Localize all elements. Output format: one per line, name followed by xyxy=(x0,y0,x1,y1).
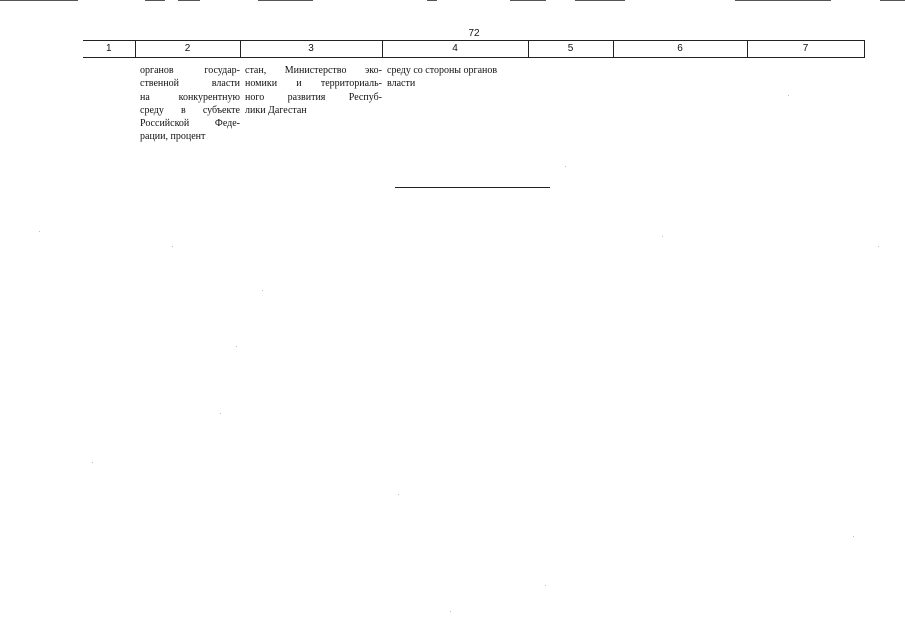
text-line: на конкурентную xyxy=(140,91,240,103)
column-header: 3 xyxy=(240,41,382,58)
table-cell-col1 xyxy=(83,58,135,144)
cell-text-col2 xyxy=(140,58,240,144)
table-cell-col5 xyxy=(528,58,613,144)
column-header: 6 xyxy=(613,41,747,58)
text-line: рации, процент xyxy=(140,131,206,143)
table-header-row xyxy=(83,41,864,58)
column-header: 7 xyxy=(747,41,864,58)
text-line: Российской Феде- xyxy=(140,118,240,130)
text-line: лики Дагестан xyxy=(245,104,307,116)
text-line: стан, Министерство эко- xyxy=(245,65,382,76)
column-header: 2 xyxy=(135,41,240,58)
column-header: 5 xyxy=(528,41,613,58)
data-table xyxy=(83,40,865,144)
text-line: среду со стороны органов xyxy=(387,65,498,76)
page-number: 72 xyxy=(468,28,480,39)
table-cell-col2 xyxy=(135,58,240,144)
end-of-table-rule xyxy=(395,187,550,188)
scan-top-edge xyxy=(0,0,905,2)
table-cell-col7 xyxy=(747,58,864,144)
column-header: 4 xyxy=(382,41,528,58)
table-cell-col6 xyxy=(613,58,747,144)
text-line: ного развития Респуб- xyxy=(245,91,382,103)
cell-text-col4 xyxy=(387,58,528,91)
table-cell-col3 xyxy=(240,58,382,144)
table-cell-col4 xyxy=(382,58,528,144)
column-header: 1 xyxy=(83,41,135,58)
text-line: ственной власти xyxy=(140,78,240,90)
cell-text-col3 xyxy=(245,58,382,117)
table-row xyxy=(83,58,864,144)
text-line: органов государ- xyxy=(140,65,240,76)
text-line: номики и территориаль- xyxy=(245,78,382,90)
text-line: власти xyxy=(387,78,416,90)
text-line: среду в субъекте xyxy=(140,104,240,116)
